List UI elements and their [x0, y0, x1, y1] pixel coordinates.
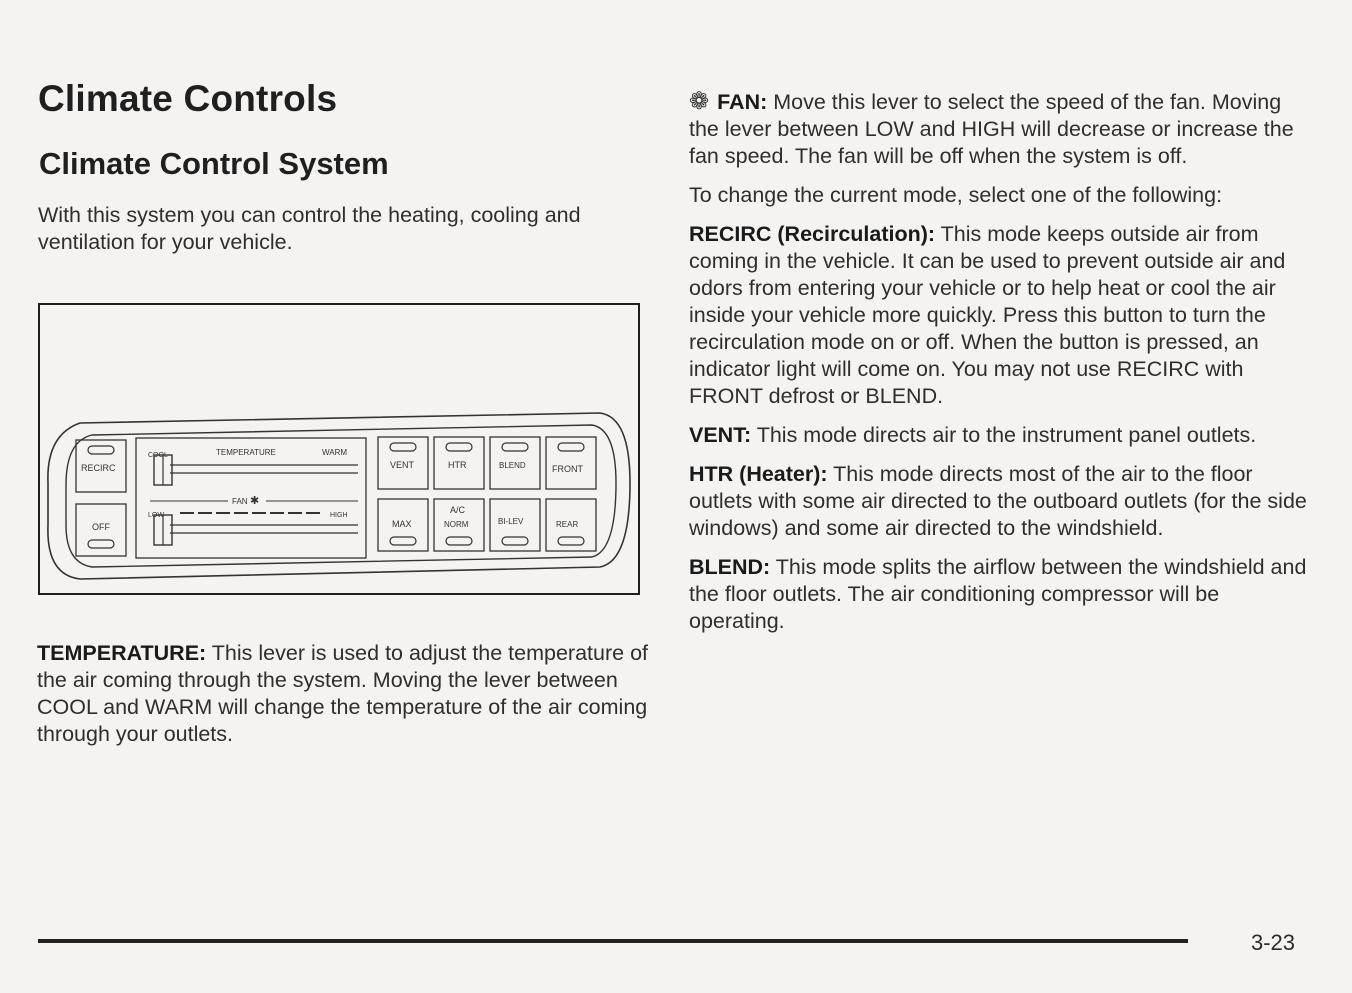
- recirc-description: This mode keeps outside air from coming in the vehicle. It can be used to prevent outside air and odors from entering your vehicle or to help heat or cool the air inside your vehicle more quickly. Press this button to turn the recirculation mode on or off. When the button is pressed, an indicator light will come on. You may not use RECIRC with FRONT defrost or BLEND.: [689, 222, 1286, 408]
- vent-paragraph: [689, 422, 1309, 449]
- blend-label: BLEND: [499, 461, 526, 470]
- recirc-paragraph: [689, 221, 1309, 410]
- page-title: Climate Controls: [38, 78, 338, 119]
- fan-paragraph: [689, 88, 1309, 170]
- ac-label: A/C: [450, 505, 466, 515]
- norm-label: NORM: [444, 520, 469, 529]
- mode-intro: To change the current mode, select one of the following:: [689, 183, 1223, 207]
- fan-icon: ✱: [250, 495, 260, 507]
- htr-label: HTR: [448, 460, 467, 470]
- front-defrost-button[interactable]: [546, 437, 596, 489]
- temperature-paragraph: [37, 640, 649, 748]
- fan-icon: ❁: [689, 88, 710, 115]
- temp-cool-label: COOL: [148, 452, 168, 459]
- intro-paragraph: With this system you can control the heating, cooling and ventilation for your vehicle.: [38, 203, 581, 254]
- front-label: FRONT: [552, 464, 583, 474]
- blend-term: BLEND:: [689, 555, 771, 579]
- temperature-term: TEMPERATURE:: [37, 641, 207, 665]
- fan-term: FAN:: [717, 90, 768, 114]
- section-title: Climate Control System: [39, 146, 389, 181]
- fan-high-label: HIGH: [330, 512, 348, 519]
- vent-description: This mode directs air to the instrument panel outlets.: [751, 423, 1257, 447]
- recirc-label: RECIRC: [81, 463, 116, 473]
- fan-label: FAN: [232, 497, 248, 506]
- htr-description: This mode directs most of the air to the floor outlets with some air directed to the outboard outlets (for the side windows) and some air directed to the windshield.: [689, 462, 1307, 540]
- max-label: MAX: [392, 519, 412, 529]
- recirc-term: RECIRC (Recirculation):: [689, 222, 936, 246]
- vent-label: VENT: [390, 460, 415, 470]
- bilev-label: BI-LEV: [498, 517, 524, 526]
- page-number: 3-23: [1251, 930, 1296, 955]
- temperature-description: This lever is used to adjust the temperature of the air coming through the system. Moving the lever between COOL and WARM will change the temperature of the air coming through your outlets.: [37, 641, 648, 746]
- htr-term: HTR (Heater):: [689, 462, 828, 486]
- climate-panel-figure: [38, 303, 640, 595]
- temperature-label: TEMPERATURE: [216, 448, 276, 457]
- fan-description: Move this lever to select the speed of the fan. Moving the lever between LOW and HIGH will decrease or increase the fan speed. The fan will be off when the system is off.: [689, 90, 1294, 168]
- warm-label: WARM: [322, 448, 348, 457]
- htr-paragraph: [689, 461, 1309, 542]
- vent-term: VENT:: [689, 423, 752, 447]
- blend-paragraph: [689, 554, 1309, 635]
- fan-low-label: LOW: [148, 512, 164, 519]
- off-label: OFF: [92, 522, 110, 532]
- climate-panel-illustration: [40, 305, 638, 593]
- footer-rule: [38, 939, 1188, 943]
- rear-label: REAR: [556, 520, 579, 529]
- blend-description: This mode splits the airflow between the windshield and the floor outlets. The air conditioning compressor will be operating.: [689, 555, 1307, 633]
